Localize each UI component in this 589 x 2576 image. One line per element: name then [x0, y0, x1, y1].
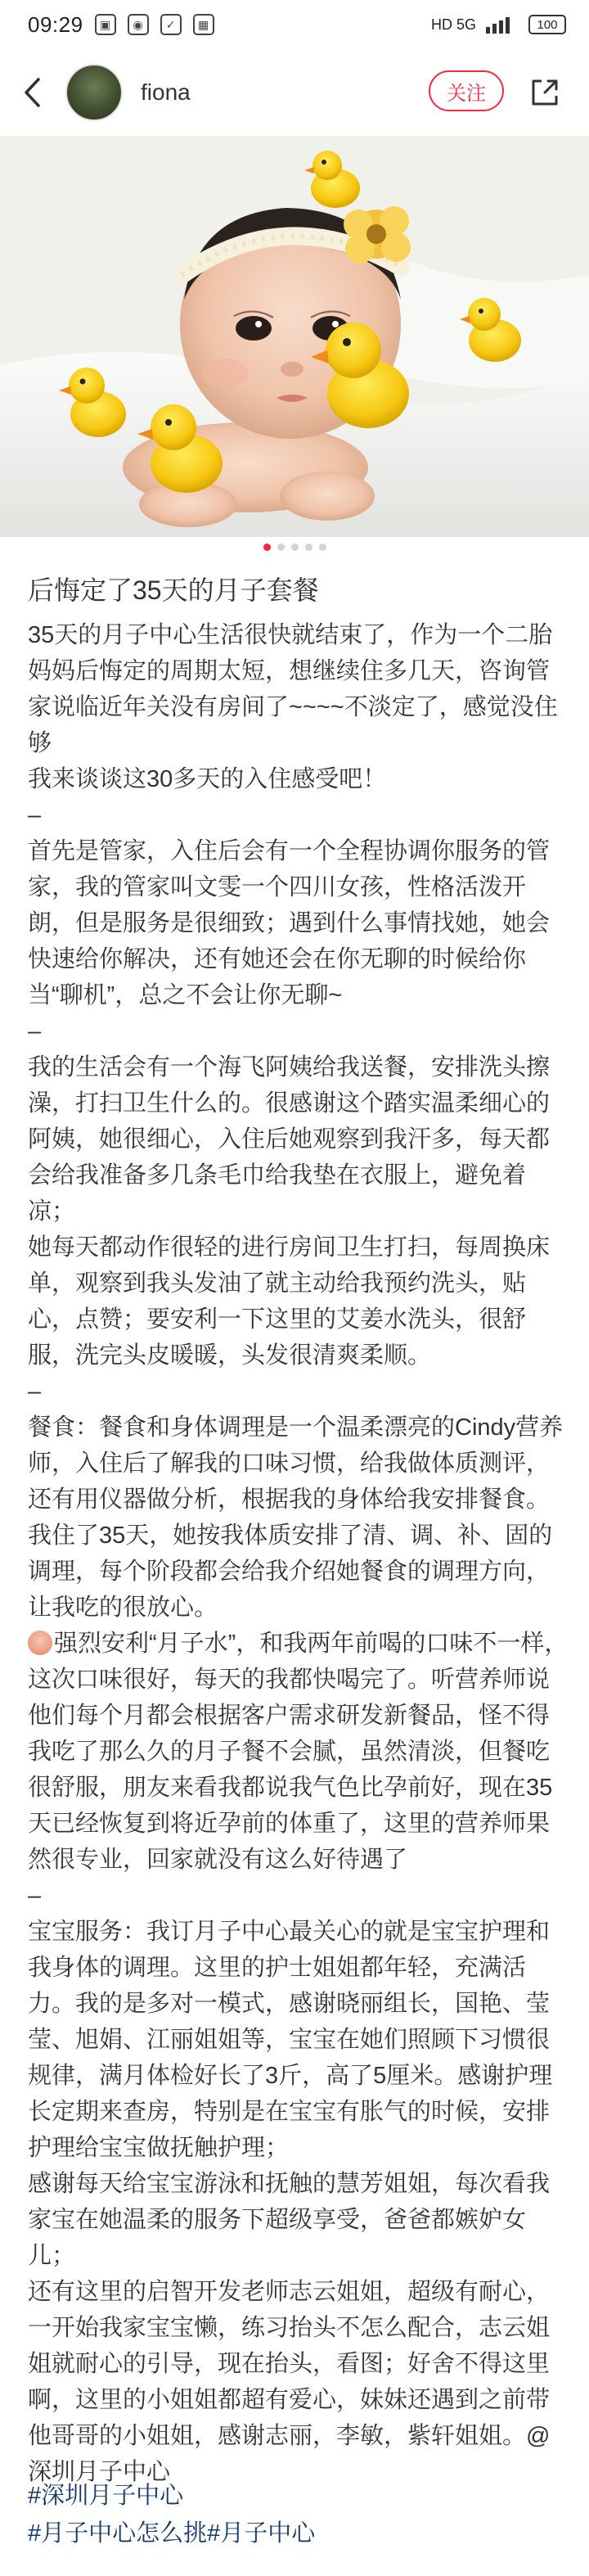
- notification-icon: ▣: [95, 14, 116, 35]
- post-body: [28, 617, 569, 2490]
- chat-icon: ◉: [128, 14, 149, 35]
- signal-icon: [484, 16, 520, 34]
- flower-headband: [344, 206, 411, 264]
- paragraph-text: 强烈安利“月子水”，和我两年前喝的口味不一样，这次口味很好，每天的我都快喝完了。听营养师说他们每个月都会根据客户需求研发新餐品，怪不得我吃了那么久的月子餐不会腻，虽然清淡，但餐吃很舒服，朋友来看我都说我气色比孕前好，现在35天已经恢复到将近孕前的体重了，这里的营养师果然很专业，回家就没有这么好待遇了: [28, 1631, 569, 1873]
- share-button[interactable]: [520, 70, 569, 115]
- paragraph: 还有这里的启智开发老师志云姐姐，超级有耐心，一开始我家宝宝懒，练习抬头不怎么配合，志云姐姐就耐心的引导，现在抬头，看图；好舍不得这里啊，这里的小姐姐都超有爱心，妹妹还遇到之前带他哥哥的小姐姐，感谢志丽，李敏，紫轩姐姐。@深圳月子中心: [28, 2279, 551, 2485]
- carousel-dot: [263, 544, 271, 551]
- status-right: [431, 15, 566, 34]
- paragraph: 餐食：餐食和身体调理是一个温柔漂亮的Cindy营养师，入住后了解我的口味习惯，给我做体质测评，还有用仪器做分析，根据我的身体给我安排餐食。我住了35天，她按我体质安排了清、调、补、固的调理，每个阶段都会给我介绍她餐食的调理方向，让我吃的很放心。: [28, 1414, 564, 1621]
- status-time: 09:29: [28, 11, 83, 37]
- carousel-indicator: [0, 544, 589, 553]
- paragraph: 感谢每天给宝宝游泳和抚触的慧芳姐姐，每次看我家宝在她温柔的服务下超级享受，爸爸都嫉妒女儿；: [28, 2171, 551, 2269]
- post-image-carousel[interactable]: [0, 136, 589, 537]
- paragraph: 我来谈谈这30多天的入住感受吧！: [28, 766, 387, 792]
- carousel-dot: [291, 544, 299, 551]
- share-icon: [528, 76, 561, 109]
- paragraph: 我的生活会有一个海飞阿姨给我送餐，安排洗头擦澡，打扫卫生什么的。很感谢这个踏实温柔细心的阿姨，她很细心，入住后她观察到我汗多，每天都会给我准备多几条毛巾给我垫在衣服上，避免着凉；: [28, 1054, 551, 1225]
- paragraph: 首先是管家，入住后会有一个全程协调你服务的管家，我的管家叫文雯一个四川女孩，性格活泼开朗，但是服务是很细致；遇到什么事情找她，她会快速给你解决，还有她还会在你无聊的时候给你当“聊机”，总之不会让你无聊~: [28, 838, 551, 1008]
- paragraph: 她每天都动作很轻的进行房间卫生打扫，每周换床单，观察到我头发油了就主动给我预约洗头，贴心，点赞；要安利一下这里的艾姜水洗头，很舒服，洗完头皮暖暖，头发很清爽柔顺。: [28, 1234, 551, 1369]
- back-arrow-icon: [22, 76, 43, 109]
- hashtag[interactable]: #月子中心: [207, 2520, 316, 2547]
- back-button[interactable]: [0, 56, 65, 129]
- post-title: 后悔定了35天的月子套餐: [28, 575, 319, 605]
- paragraph: 35天的月子中心生活很快就结束了，作为一个二胎妈妈后悔定的周期太短，想继续住多几天，咨询管家说临近年关没有房间了~~~~不淡定了，感觉没住够: [28, 622, 558, 756]
- paragraph-with-emoji: [28, 1626, 569, 1878]
- carousel-dot: [305, 544, 312, 551]
- separator: –: [28, 1018, 42, 1044]
- author-avatar[interactable]: [65, 64, 123, 121]
- tag-line: [28, 2515, 568, 2552]
- network-status: HD 5G: [430, 16, 476, 33]
- follow-button[interactable]: 关注: [429, 70, 504, 111]
- image-icon: ▦: [193, 14, 214, 35]
- baby-photo: [0, 136, 589, 537]
- drinking-emoji: [28, 1631, 52, 1655]
- battery-icon: 100: [528, 15, 566, 34]
- status-left: [28, 12, 214, 38]
- hashtag[interactable]: #月子中心怎么挑: [28, 2520, 208, 2547]
- paragraph: 宝宝服务：我订月子中心最关心的就是宝宝护理和我身体的调理。这里的护士姐姐都年轻，充满活力。我的是多对一模式，感谢晓丽组长，国艳、莹莹、旭娟、江丽姐姐等，宝宝在她们照顾下习惯很规律，满月体检好长了3斤，高了5厘米。感谢护理长定期来查房，特别是在宝宝有胀气的时候，安排护理给宝宝做抚触护理；: [28, 1919, 553, 2161]
- separator: –: [28, 1378, 42, 1405]
- post-header: [0, 56, 589, 129]
- status-bar: [0, 0, 589, 49]
- carousel-dot: [277, 544, 285, 551]
- post-tags: [28, 2477, 568, 2552]
- carousel-dot: [319, 544, 326, 551]
- separator: –: [28, 1883, 42, 1909]
- tag-line: [28, 2477, 568, 2515]
- check-icon: ✓: [160, 14, 182, 35]
- separator: –: [28, 802, 42, 828]
- hashtag[interactable]: #深圳月子中心: [28, 2483, 184, 2509]
- author-name[interactable]: fiona: [141, 79, 191, 105]
